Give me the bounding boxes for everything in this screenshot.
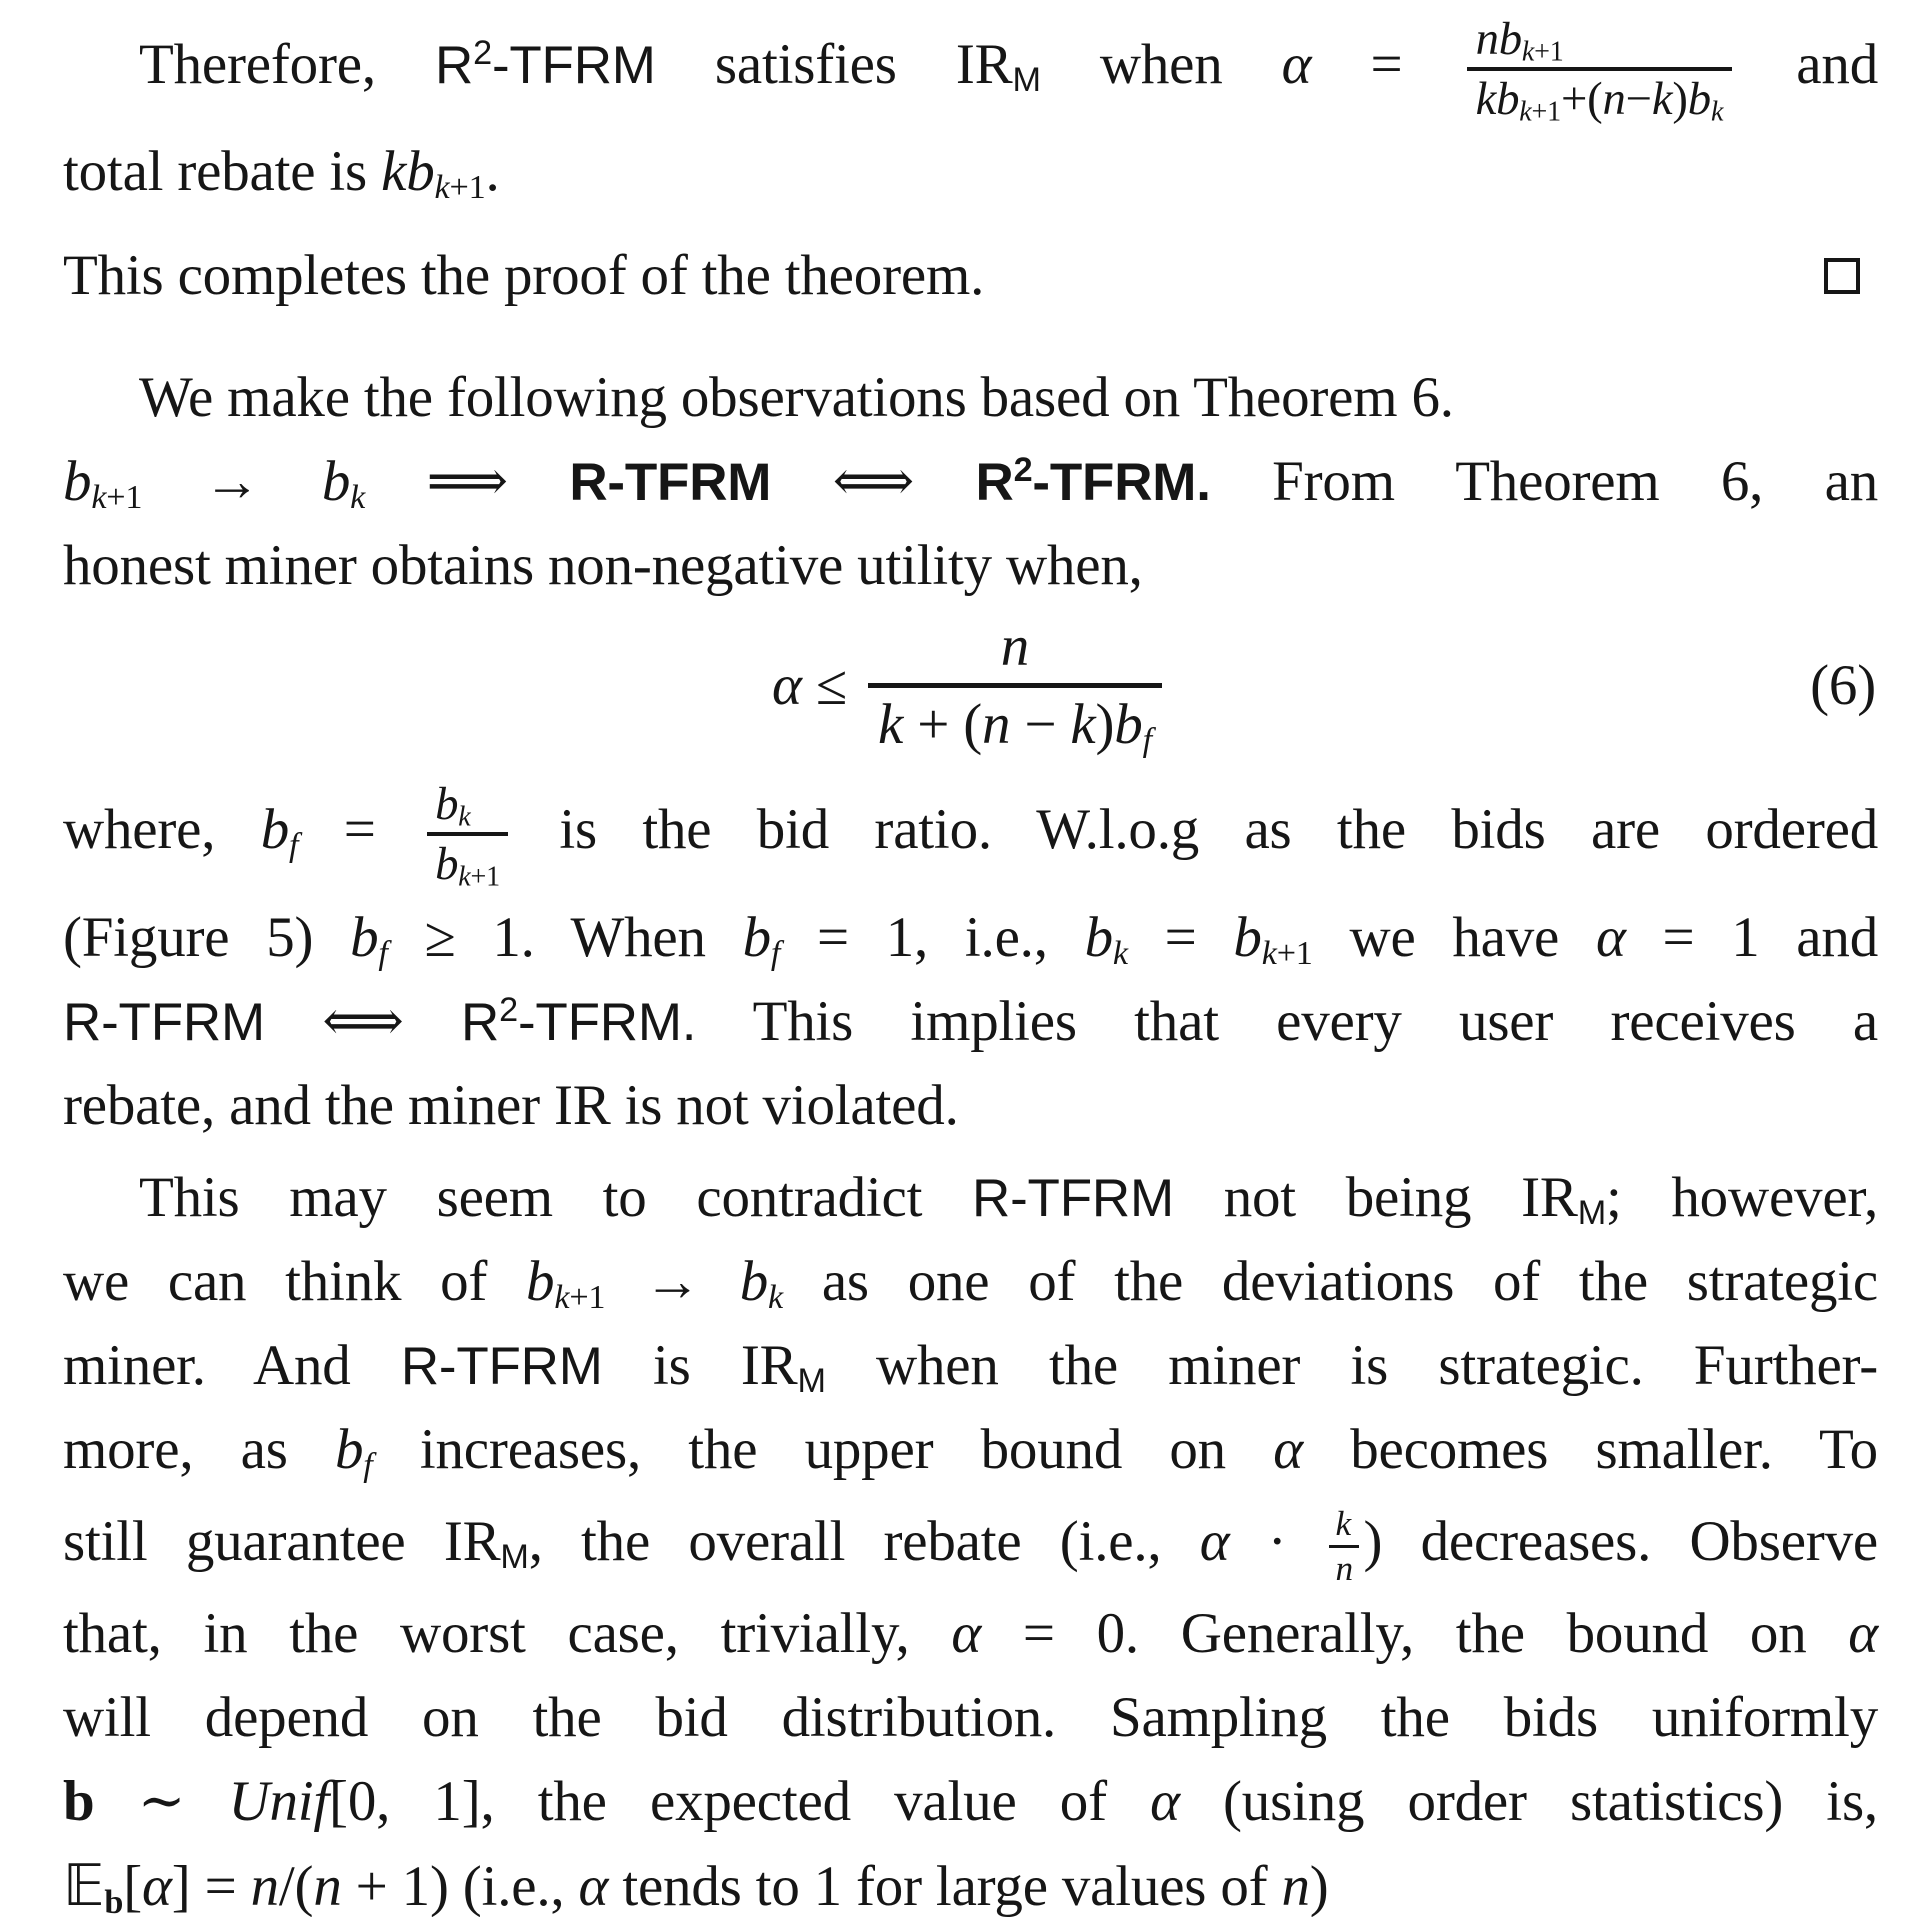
superscript: 2 xyxy=(1013,451,1033,490)
text-run: b xyxy=(1687,73,1711,126)
text-run: when xyxy=(1040,33,1282,96)
text-run: Unif xyxy=(228,1770,330,1833)
text-run: total rebate is xyxy=(63,140,382,203)
text-run: nb xyxy=(1475,13,1522,66)
text-run: = 0. Generally, the bound on xyxy=(981,1602,1849,1665)
text-run: rebate, and the miner IR is not violated. xyxy=(63,1074,959,1137)
text-run: b xyxy=(435,778,459,831)
subscript: f xyxy=(1142,721,1152,759)
subscript: M xyxy=(1012,61,1041,100)
text-segment xyxy=(63,230,984,322)
text-run: α xyxy=(142,1855,172,1917)
subscript: k xyxy=(434,169,450,207)
text-run: − xyxy=(1010,692,1071,756)
text-run: α xyxy=(1848,1602,1879,1665)
text-run: k xyxy=(878,692,904,756)
text-run: (using order statistics) is, xyxy=(1179,1770,1878,1833)
text-run: · xyxy=(1229,1510,1325,1573)
subscript: k xyxy=(1710,96,1724,128)
text-run: . xyxy=(485,140,500,203)
text-run: -TFRM. xyxy=(1032,453,1211,512)
text-run: [ xyxy=(123,1855,143,1917)
text-run: /( xyxy=(278,1855,314,1917)
text-run: R xyxy=(435,36,474,95)
subscript: k xyxy=(350,479,366,517)
text-run: R-TFRM xyxy=(400,1337,603,1396)
text-run: ⟺ xyxy=(771,450,976,513)
text-run: n xyxy=(313,1855,342,1917)
subscript: k xyxy=(1519,96,1532,128)
fraction-denominator xyxy=(427,836,509,893)
subscript: M xyxy=(500,1538,529,1577)
text-line xyxy=(63,4,1878,126)
text-line xyxy=(63,896,1878,980)
text-run: increases, the upper bound on xyxy=(372,1418,1274,1481)
text-run: tends to 1 for large values of xyxy=(608,1855,1282,1917)
text-line xyxy=(63,1592,1878,1676)
text-run: ⟹ xyxy=(365,450,570,513)
subscript: f xyxy=(289,827,299,865)
text-run: +( xyxy=(1560,73,1603,126)
text-run: α xyxy=(1273,1418,1303,1481)
text-line xyxy=(63,1156,1878,1240)
text-run: will depend on the bid distribution. Sampling the bids uniformly xyxy=(63,1686,1878,1749)
equation-body xyxy=(772,616,1169,757)
text-run: b xyxy=(435,838,459,891)
text-run: kb xyxy=(381,140,435,203)
equation-number: (6) xyxy=(1810,654,1876,717)
text-run: This implies that every user receives a xyxy=(696,990,1878,1053)
text-run: b xyxy=(63,450,92,513)
text-run: more, as xyxy=(63,1418,335,1481)
text-run: where, xyxy=(63,798,261,861)
fraction-denominator xyxy=(1467,71,1731,128)
text-run: honest miner obtains non-negative utility when, xyxy=(63,534,1143,597)
text-run: b xyxy=(350,906,379,969)
text-run: b xyxy=(321,450,351,513)
text-run: that, in the worst case, trivially, xyxy=(63,1602,952,1665)
text-run: n xyxy=(981,692,1011,756)
text-run: b xyxy=(739,1250,769,1313)
text-run: → xyxy=(605,1250,740,1313)
text-run: ∼ xyxy=(94,1770,229,1833)
qed-tombstone-icon xyxy=(1824,258,1860,294)
text-run: α xyxy=(1150,1770,1180,1833)
text-run: ≥ 1. When xyxy=(387,906,743,969)
text-run: still guarantee IR xyxy=(63,1510,501,1573)
text-line xyxy=(63,1676,1878,1760)
text-run: This may seem to contradict xyxy=(139,1166,973,1229)
text-run: is IR xyxy=(602,1334,798,1397)
text-run: This completes the proof of the theorem. xyxy=(63,244,985,307)
subscript: k xyxy=(554,1279,570,1317)
text-run: = xyxy=(1311,33,1462,96)
text-run: = 1 and xyxy=(1625,906,1878,969)
text-run: is the bid ratio. W.l.o.g as the bids are ordered xyxy=(513,798,1879,861)
text-run: and xyxy=(1737,33,1879,96)
subscript: M xyxy=(797,1362,826,1401)
text-run: R xyxy=(461,993,500,1052)
text-run: From Theorem 6, an xyxy=(1210,450,1878,513)
text-run: b xyxy=(1084,906,1113,969)
text-run: = xyxy=(1127,906,1234,969)
text-run: k xyxy=(1070,692,1096,756)
subscript: k xyxy=(458,861,471,893)
fraction-numerator xyxy=(427,779,509,836)
subscript: f xyxy=(363,1447,373,1485)
text-run: α xyxy=(578,1855,609,1917)
text-run: 𝔼 xyxy=(63,1853,105,1917)
fraction-numerator xyxy=(868,616,1162,688)
text-run: b xyxy=(526,1250,555,1313)
text-run: (Figure 5) xyxy=(63,906,351,969)
text-run: n xyxy=(1602,73,1626,126)
text-run: we can think of xyxy=(63,1250,527,1313)
subscript: k xyxy=(458,801,471,833)
text-line xyxy=(63,980,1878,1064)
fraction-denominator xyxy=(868,688,1162,759)
text-line xyxy=(63,1064,1878,1148)
fraction xyxy=(1329,1505,1359,1589)
text-run: R-TFRM xyxy=(63,993,265,1052)
text-run: b xyxy=(1233,906,1262,969)
text-run: ) xyxy=(1309,1855,1329,1917)
text-run: b xyxy=(260,798,290,861)
text-run: as one of the deviations of the strategic xyxy=(783,1250,1878,1313)
subscript: +1 xyxy=(1531,96,1561,128)
text-column xyxy=(0,4,1920,1917)
text-run: = xyxy=(298,798,422,861)
text-run: Therefore, xyxy=(139,33,436,96)
text-run: R xyxy=(975,453,1014,512)
text-run: R-TFRM xyxy=(569,453,772,512)
text-line xyxy=(63,1760,1878,1844)
text-run: → xyxy=(142,450,322,513)
text-line xyxy=(63,1844,1878,1917)
text-line xyxy=(63,230,1878,322)
fraction xyxy=(1467,13,1731,128)
text-run: -TFRM. xyxy=(517,993,697,1052)
text-run: b xyxy=(742,906,771,969)
text-run: n xyxy=(1335,1549,1353,1589)
text-line xyxy=(63,764,1878,896)
fraction xyxy=(427,778,509,893)
text-run: α xyxy=(1199,1510,1230,1573)
subscript: +1 xyxy=(106,479,143,517)
text-line xyxy=(63,524,1878,608)
text-run: -TFRM xyxy=(491,36,656,95)
fraction-numerator xyxy=(1329,1505,1359,1548)
fraction-denominator xyxy=(1329,1548,1359,1589)
text-run: We make the following observations based on Theorem 6. xyxy=(139,366,1454,429)
fraction xyxy=(868,616,1162,757)
text-run: ] = xyxy=(171,1855,251,1917)
subscript: +1 xyxy=(449,169,486,207)
text-line xyxy=(63,1240,1878,1324)
text-run: b xyxy=(63,1770,95,1833)
text-run: n xyxy=(1000,614,1030,678)
text-run: [0, 1], the expected value of xyxy=(329,1770,1151,1833)
text-run: we have xyxy=(1312,906,1596,969)
text-run: ≤ xyxy=(801,653,861,717)
subscript: +1 xyxy=(1534,36,1564,68)
text-run: b xyxy=(334,1418,364,1481)
text-run: ) xyxy=(1672,73,1688,126)
text-run: ) decreases. Observe xyxy=(1363,1510,1878,1573)
text-run: n xyxy=(1281,1855,1310,1917)
text-run: when the miner is strategic. Further- xyxy=(825,1334,1878,1397)
subscript: +1 xyxy=(470,861,500,893)
subscript: k xyxy=(1521,36,1535,68)
text-run: k xyxy=(1651,73,1673,126)
subscript: k xyxy=(91,479,107,517)
text-run: becomes smaller. To xyxy=(1302,1418,1878,1481)
text-run: not being IR xyxy=(1173,1166,1578,1229)
text-run: ; however, xyxy=(1605,1166,1878,1229)
subscript: +1 xyxy=(1276,935,1313,973)
text-run: − xyxy=(1625,73,1652,126)
text-line xyxy=(63,126,1878,218)
text-run: n xyxy=(250,1855,279,1917)
subscript: M xyxy=(1577,1194,1606,1233)
text-line xyxy=(63,1492,1878,1592)
subscript: k xyxy=(1261,935,1277,973)
display-equation xyxy=(63,608,1878,764)
text-line xyxy=(63,1408,1878,1492)
subscript: f xyxy=(770,935,781,973)
text-line xyxy=(63,356,1878,440)
text-run: satisfies IR xyxy=(655,33,1013,96)
text-line xyxy=(63,440,1878,524)
superscript: 2 xyxy=(473,34,492,73)
text-run: b xyxy=(1114,692,1143,756)
text-run: , the overall rebate (i.e., xyxy=(528,1510,1200,1573)
text-run: = 1, i.e., xyxy=(780,906,1085,969)
text-run: + 1) (i.e., xyxy=(341,1855,579,1917)
subscript: k xyxy=(1112,935,1128,973)
superscript: 2 xyxy=(499,991,518,1030)
text-run: α xyxy=(951,1602,982,1665)
subscript: f xyxy=(378,935,388,973)
text-run: α xyxy=(772,653,802,717)
subscript: b xyxy=(104,1884,124,1917)
text-run: α xyxy=(1281,33,1312,96)
text-run: k xyxy=(1335,1503,1351,1543)
text-run: miner. And xyxy=(63,1334,401,1397)
text-line xyxy=(63,1324,1878,1408)
fraction-numerator xyxy=(1467,14,1731,71)
text-run: R-TFRM xyxy=(972,1169,1174,1228)
subscript: +1 xyxy=(569,1279,606,1317)
subscript: k xyxy=(768,1279,784,1317)
text-run: + ( xyxy=(903,692,982,756)
text-run: ) xyxy=(1095,692,1115,756)
text-run: kb xyxy=(1475,73,1520,126)
text-run: α xyxy=(1595,906,1626,969)
text-run: ⟺ xyxy=(264,990,462,1053)
